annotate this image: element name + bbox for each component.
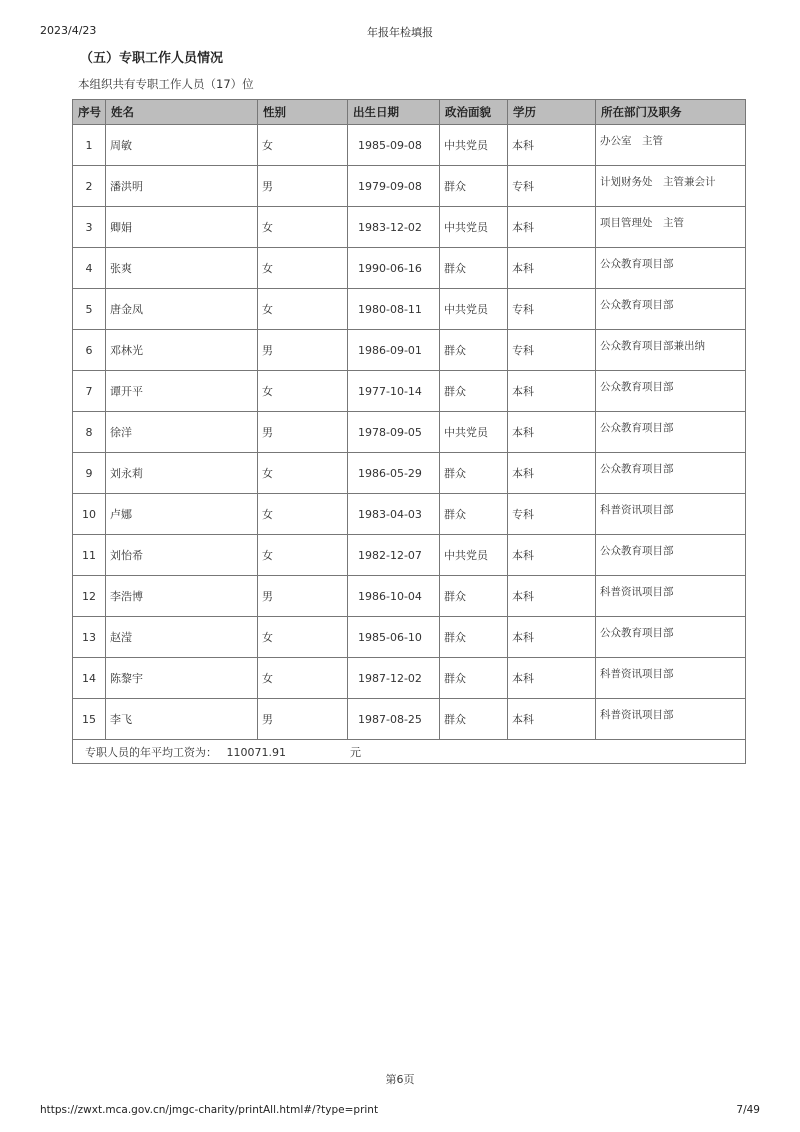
- cell-education: 本科: [508, 248, 596, 289]
- cell-department: 公众教育项目部: [596, 371, 746, 412]
- cell-no: 15: [73, 699, 106, 740]
- cell-education: 专科: [508, 330, 596, 371]
- column-header-no: 序号: [73, 100, 106, 125]
- cell-gender: 女: [258, 371, 348, 412]
- cell-birthdate: 1985-06-10: [348, 617, 440, 658]
- salary-cell: [73, 740, 746, 764]
- cell-department: 公众教育项目部: [596, 248, 746, 289]
- cell-political-status: 群众: [440, 617, 508, 658]
- cell-political-status: 中共党员: [440, 289, 508, 330]
- cell-political-status: 中共党员: [440, 207, 508, 248]
- cell-gender: 女: [258, 248, 348, 289]
- cell-gender: 女: [258, 494, 348, 535]
- cell-birthdate: 1987-12-02: [348, 658, 440, 699]
- cell-birthdate: 1978-09-05: [348, 412, 440, 453]
- cell-name: 卿娟: [106, 207, 258, 248]
- column-header-department: 所在部门及职务: [596, 100, 746, 125]
- cell-education: 本科: [508, 125, 596, 166]
- cell-no: 10: [73, 494, 106, 535]
- cell-department: 公众教育项目部: [596, 289, 746, 330]
- cell-birthdate: 1977-10-14: [348, 371, 440, 412]
- cell-gender: 男: [258, 412, 348, 453]
- cell-name: 张爽: [106, 248, 258, 289]
- table-row: [73, 658, 746, 699]
- table-row: [73, 371, 746, 412]
- column-header-gender: 性别: [258, 100, 348, 125]
- table-row: [73, 535, 746, 576]
- cell-department: 科普资讯项目部: [596, 699, 746, 740]
- cell-education: 本科: [508, 699, 596, 740]
- column-header-name: 姓名: [106, 100, 258, 125]
- cell-no: 1: [73, 125, 106, 166]
- cell-no: 4: [73, 248, 106, 289]
- cell-political-status: 群众: [440, 248, 508, 289]
- cell-name: 徐洋: [106, 412, 258, 453]
- cell-name: 陈黎宇: [106, 658, 258, 699]
- cell-birthdate: 1986-09-01: [348, 330, 440, 371]
- cell-no: 8: [73, 412, 106, 453]
- table-row: [73, 166, 746, 207]
- cell-department: 科普资讯项目部: [596, 658, 746, 699]
- staff-table: [72, 99, 746, 764]
- table-row: [73, 330, 746, 371]
- cell-birthdate: 1979-09-08: [348, 166, 440, 207]
- table-row: [73, 125, 746, 166]
- cell-education: 本科: [508, 412, 596, 453]
- cell-birthdate: 1986-05-29: [348, 453, 440, 494]
- cell-name: 卢娜: [106, 494, 258, 535]
- salary-row: [73, 740, 746, 764]
- cell-gender: 女: [258, 535, 348, 576]
- cell-education: 专科: [508, 494, 596, 535]
- document-header-title: 年报年检填报: [367, 26, 433, 39]
- section-title: （五）专职工作人员情况: [80, 51, 224, 66]
- cell-gender: 女: [258, 658, 348, 699]
- cell-political-status: 群众: [440, 371, 508, 412]
- cell-political-status: 群众: [440, 699, 508, 740]
- cell-birthdate: 1990-06-16: [348, 248, 440, 289]
- cell-department: 计划财务处 主管兼会计: [596, 166, 746, 207]
- cell-education: 本科: [508, 371, 596, 412]
- salary-label: 专职人员的年平均工资为：: [85, 745, 217, 759]
- cell-birthdate: 1980-08-11: [348, 289, 440, 330]
- cell-political-status: 群众: [440, 576, 508, 617]
- cell-department: 公众教育项目部: [596, 617, 746, 658]
- cell-name: 周敏: [106, 125, 258, 166]
- cell-gender: 女: [258, 207, 348, 248]
- cell-education: 本科: [508, 617, 596, 658]
- table-row: [73, 617, 746, 658]
- table-row: [73, 289, 746, 330]
- cell-education: 本科: [508, 658, 596, 699]
- table-row: [73, 699, 746, 740]
- cell-department: 公众教育项目部兼出纳: [596, 330, 746, 371]
- cell-education: 本科: [508, 207, 596, 248]
- table-row: [73, 576, 746, 617]
- cell-gender: 女: [258, 453, 348, 494]
- cell-political-status: 群众: [440, 453, 508, 494]
- cell-political-status: 中共党员: [440, 125, 508, 166]
- cell-gender: 男: [258, 166, 348, 207]
- cell-education: 本科: [508, 453, 596, 494]
- cell-department: 科普资讯项目部: [596, 576, 746, 617]
- cell-gender: 女: [258, 289, 348, 330]
- cell-department: 公众教育项目部: [596, 453, 746, 494]
- cell-no: 6: [73, 330, 106, 371]
- cell-birthdate: 1983-12-02: [348, 207, 440, 248]
- cell-name: 唐金凤: [106, 289, 258, 330]
- cell-political-status: 群众: [440, 658, 508, 699]
- cell-name: 潘洪明: [106, 166, 258, 207]
- salary-value: 110071.91: [226, 745, 286, 759]
- page-url: https://zwxt.mca.gov.cn/jmgc-charity/printAll.html#/?type=print: [40, 1104, 379, 1116]
- cell-no: 12: [73, 576, 106, 617]
- cell-name: 李飞: [106, 699, 258, 740]
- cell-name: 李浩博: [106, 576, 258, 617]
- table-row: [73, 412, 746, 453]
- cell-education: 专科: [508, 289, 596, 330]
- cell-birthdate: 1983-04-03: [348, 494, 440, 535]
- cell-department: 项目管理处 主管: [596, 207, 746, 248]
- table-header-row: [73, 100, 746, 125]
- cell-education: 本科: [508, 576, 596, 617]
- cell-no: 3: [73, 207, 106, 248]
- cell-gender: 男: [258, 330, 348, 371]
- cell-no: 2: [73, 166, 106, 207]
- cell-political-status: 群众: [440, 330, 508, 371]
- cell-political-status: 群众: [440, 166, 508, 207]
- column-header-education: 学历: [508, 100, 596, 125]
- cell-gender: 男: [258, 576, 348, 617]
- table-row: [73, 494, 746, 535]
- cell-gender: 女: [258, 125, 348, 166]
- cell-political-status: 中共党员: [440, 412, 508, 453]
- cell-no: 11: [73, 535, 106, 576]
- table-row: [73, 207, 746, 248]
- print-date: 2023/4/23: [40, 24, 97, 37]
- cell-political-status: 群众: [440, 494, 508, 535]
- staff-count-line: 本组织共有专职工作人员（17）位: [78, 77, 254, 91]
- cell-no: 14: [73, 658, 106, 699]
- cell-political-status: 中共党员: [440, 535, 508, 576]
- cell-education: 本科: [508, 535, 596, 576]
- cell-department: 公众教育项目部: [596, 412, 746, 453]
- cell-no: 5: [73, 289, 106, 330]
- cell-no: 9: [73, 453, 106, 494]
- cell-name: 刘永莉: [106, 453, 258, 494]
- cell-department: 公众教育项目部: [596, 535, 746, 576]
- cell-birthdate: 1985-09-08: [348, 125, 440, 166]
- cell-no: 7: [73, 371, 106, 412]
- cell-name: 谭开平: [106, 371, 258, 412]
- table-row: [73, 248, 746, 289]
- salary-unit: 元: [350, 745, 361, 759]
- cell-birthdate: 1986-10-04: [348, 576, 440, 617]
- cell-department: 科普资讯项目部: [596, 494, 746, 535]
- cell-department: 办公室 主管: [596, 125, 746, 166]
- page-number: 第6页: [385, 1073, 415, 1086]
- column-header-political-status: 政治面貌: [440, 100, 508, 125]
- cell-name: 刘怡希: [106, 535, 258, 576]
- page-fraction: 7/49: [736, 1104, 760, 1116]
- cell-gender: 女: [258, 617, 348, 658]
- cell-gender: 男: [258, 699, 348, 740]
- cell-education: 专科: [508, 166, 596, 207]
- table-row: [73, 453, 746, 494]
- cell-birthdate: 1982-12-07: [348, 535, 440, 576]
- cell-birthdate: 1987-08-25: [348, 699, 440, 740]
- cell-no: 13: [73, 617, 106, 658]
- cell-name: 赵滢: [106, 617, 258, 658]
- cell-name: 邓林光: [106, 330, 258, 371]
- column-header-birthdate: 出生日期: [348, 100, 440, 125]
